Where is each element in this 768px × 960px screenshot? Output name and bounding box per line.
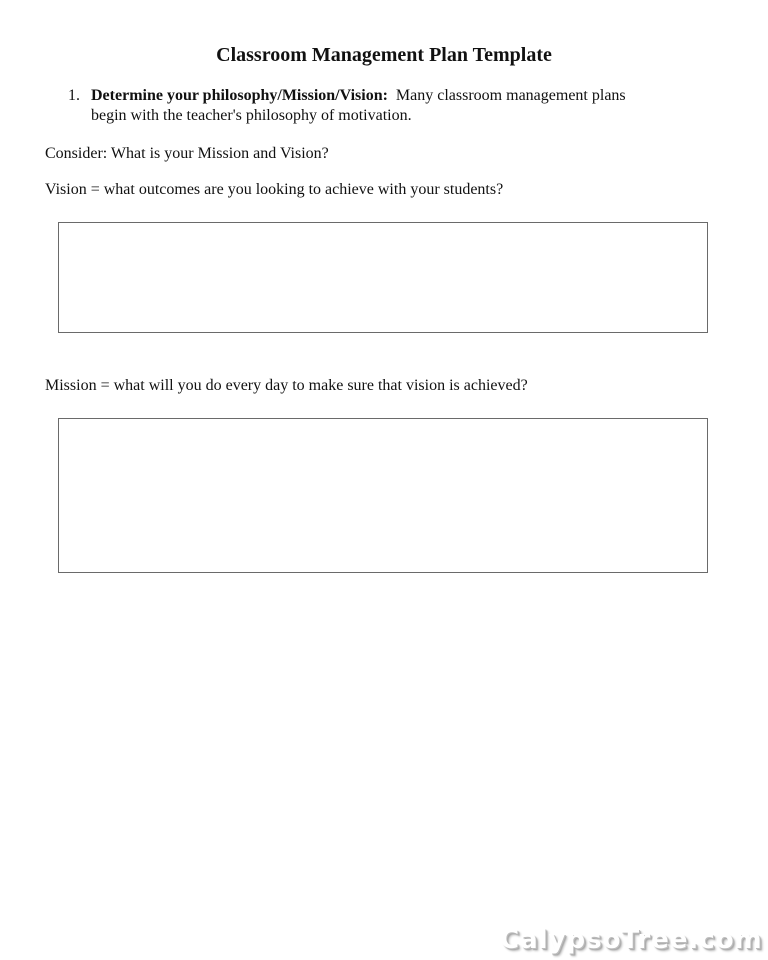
- list-item-line-1: [91, 87, 626, 105]
- watermark: CalypsoTree.com: [500, 925, 763, 955]
- list-item-line-2: begin with the teacher's philosophy of motivation.: [91, 107, 412, 124]
- consider-prompt: Consider: What is your Mission and Vision?: [45, 145, 329, 162]
- vision-prompt: Vision = what outcomes are you looking to achieve with your students?: [45, 181, 504, 198]
- list-item-number: 1.: [68, 87, 80, 104]
- document-title: Classroom Management Plan Template: [216, 44, 552, 66]
- list-item-text: Many classroom management plans: [395, 87, 626, 104]
- list-item-heading: Determine your philosophy/Mission/Vision:: [91, 87, 388, 104]
- mission-prompt: Mission = what will you do every day to make sure that vision is achieved?: [45, 377, 528, 394]
- mission-answer-box[interactable]: [58, 418, 708, 573]
- vision-answer-box[interactable]: [58, 222, 708, 333]
